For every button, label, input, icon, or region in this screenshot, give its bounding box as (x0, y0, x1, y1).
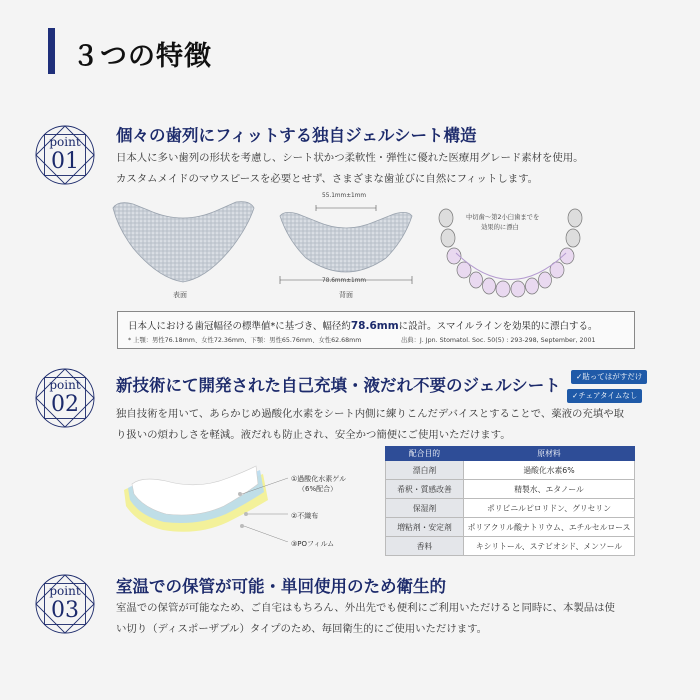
table-row (386, 537, 635, 556)
layer-1-label: ①過酸化水素ゲル (291, 475, 347, 483)
body-line: 独自技術を用いて、あらかじめ過酸化水素をシート内側に練りこんだデバイスとすることで、薬液の充填や取 (116, 408, 624, 420)
body-line: い切り（ディスポーザブル）タイプのため、毎回衛生的にご使用いただけます。 (116, 623, 488, 635)
sheet-front-image (108, 196, 258, 284)
material-cell: ポリアクリル酸ナトリウム、エチルセルロース (464, 518, 635, 537)
table-row (386, 499, 635, 518)
body-line: 室温での保管が可能なため、ご自宅はもちろん、外出先でも便利にご利用いただけると同時に、本製品は使 (116, 602, 615, 614)
table-row (386, 518, 635, 537)
material-cell: ポリビニルピロリドン、グリセリン (464, 499, 635, 518)
material-cell: キシリトール、ステビオシド、メンソール (464, 537, 635, 556)
spec-footnote: * 上顎：男性76.18mm、女性72.36mm、下顎：男性65.76mm、女性62.68mm (128, 337, 362, 344)
body-line: カスタムメイドのマウスピースを必要とせず、さまざまな歯並びに自然にフィットします。 (116, 173, 539, 185)
layer-1-sublabel: （6%配合） (298, 485, 338, 493)
purpose-cell: 香料 (386, 537, 464, 556)
table-row (386, 461, 635, 480)
spec-text-post: に設計。スマイルラインを効果的に漂白する。 (398, 321, 598, 332)
purpose-cell: 保湿剤 (386, 499, 464, 518)
body-line: 日本人に多い歯列の形状を考慮し、シート状かつ柔軟性・弾性に優れた医療用グレード素材を使用。 (116, 152, 584, 164)
title-accent-bar (48, 28, 55, 74)
point-label: point (49, 584, 81, 598)
point-badge-02 (31, 364, 99, 432)
spec-source: 出典：J. Jpn. Stomatol. Soc. 50(5) : 293-298, September, 2001 (401, 337, 596, 344)
header-material: 原材料 (464, 447, 635, 461)
gel-sheet-layer-diagram (118, 460, 288, 542)
point-01-heading: 個々の歯列にフィットする独自ジェルシート構造 (116, 126, 477, 145)
sheet-back-image (276, 196, 416, 288)
point-badge-01 (31, 121, 99, 189)
point-label: point (49, 378, 81, 392)
table-row (386, 480, 635, 499)
page-title: ３つの特徴 (72, 41, 212, 72)
purpose-cell: 増粘剤・安定剤 (386, 518, 464, 537)
point-number: 03 (51, 598, 79, 623)
teeth-note-line1: 中切歯～第2小臼歯までを (466, 214, 540, 221)
spec-value: 78.6mm (350, 320, 399, 332)
point-badge-03 (31, 570, 99, 638)
back-caption: 背面 (339, 291, 353, 299)
tag-no-chair-time: ✓チェアタイムなし (567, 389, 642, 403)
point-label: point (49, 135, 81, 149)
ingredient-table (385, 446, 635, 556)
layer-3-label: ③POフィルム (291, 540, 335, 548)
dimension-bottom: 78.6mm±1mm (322, 278, 367, 284)
point-number: 01 (51, 149, 79, 174)
table-header-row (386, 447, 635, 461)
point-03-heading: 室温での保管が可能・単回使用のため衛生的 (116, 577, 446, 596)
point-03-body (116, 598, 615, 640)
point-02-heading: 新技術にて開発された自己充填・液だれ不要のジェルシート (116, 376, 561, 395)
material-cell: 過酸化水素6% (464, 461, 635, 480)
material-cell: 精製水、エタノール (464, 480, 635, 499)
body-line: り扱いの煩わしさを軽減。液だれも防止され、安全かつ簡便にご使用いただけます。 (116, 429, 511, 441)
teeth-note-line2: 効果的に漂白 (481, 224, 519, 231)
spec-text-pre: 日本人における歯冠幅径の標準値*に基づき、幅径約 (128, 321, 351, 332)
layer-2-label: ②不織布 (291, 512, 319, 520)
purpose-cell: 希釈・質感改善 (386, 480, 464, 499)
point-01-body (116, 148, 584, 190)
point-number: 02 (51, 392, 79, 417)
purpose-cell: 漂白剤 (386, 461, 464, 480)
dimension-top: 55.1mm±1mm (322, 193, 367, 199)
front-caption: 表面 (173, 291, 187, 299)
header-purpose: 配合目的 (386, 447, 464, 461)
tag-peel-only: ✓貼ってはがすだけ (571, 370, 647, 384)
spec-note-box (117, 311, 635, 349)
spec-main-text (128, 318, 598, 332)
point-02-body (116, 404, 624, 446)
